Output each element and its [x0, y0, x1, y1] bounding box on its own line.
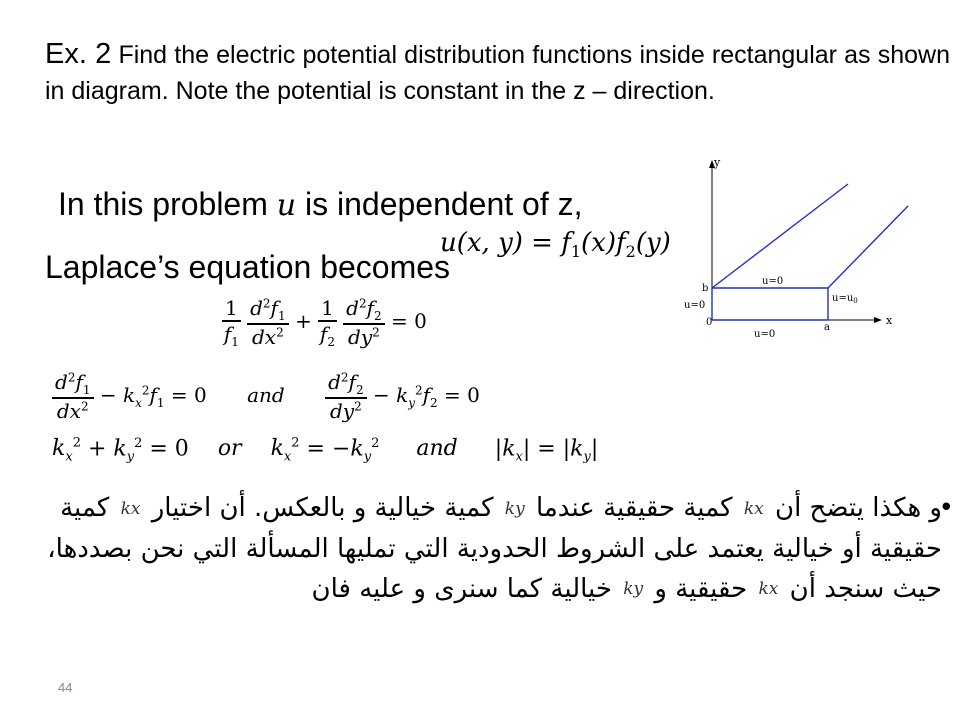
- eq1-dx: dx: [251, 325, 277, 349]
- laplace-separated-equation: $\frac{1}{f_1}$ $\frac{d^2f_1}{dx^2}$ + $\frac{1}{f_2}$ $\frac{d^2f_2}{dy^2}$ = 0: [223, 296, 427, 349]
- problem-statement: [45, 36, 950, 109]
- oblique-line-right: [828, 206, 908, 288]
- u-right-sub: 0: [853, 297, 858, 305]
- arabic-text-1: و هكذا يتضح أن: [774, 493, 942, 523]
- eq1-plus: +: [294, 309, 312, 333]
- sep-end: (y): [635, 228, 671, 258]
- y-axis-label: y: [714, 156, 721, 169]
- arabic-text-5: حقيقية و: [654, 573, 748, 604]
- x-axis-arrow: [874, 317, 882, 323]
- page-number: 44: [58, 680, 73, 695]
- laplace-line: Laplace’s equation becomes: [45, 249, 451, 285]
- eq2-zero-b: = 0: [444, 383, 480, 407]
- ky-symbol-1: ky: [504, 498, 525, 519]
- eq3-and: and: [416, 436, 458, 462]
- sep-sub1: 1: [570, 242, 582, 262]
- b-label: b: [702, 283, 709, 294]
- eq1-dy: dy: [348, 325, 373, 349]
- eq1-one-b: 1: [318, 296, 337, 322]
- k-relation-equation: $k_x^2 + k_y^2 = 0$ or $k_x^2 = -k_y^2$ and $|k_x| = |k_y|$: [52, 436, 599, 465]
- eq2-and: and: [247, 383, 285, 407]
- independence-line: [58, 186, 583, 223]
- eq2-minus-y: − k: [372, 383, 409, 407]
- example-text: Find the electric potential distribution functions inside rectangular as shown in diagram. Note the potential is constant in the z – direction.: [45, 41, 950, 105]
- u-right-label: [832, 293, 858, 305]
- eq1-s2: 2: [327, 335, 335, 349]
- sep-mid: (x)f: [581, 228, 626, 258]
- line2-after: is independent of z,: [304, 186, 583, 222]
- u-bottom-label: u=0: [754, 329, 776, 340]
- arabic-text-3: كمية خيالية و بالعكس. أن اختيار: [151, 493, 494, 523]
- kx-symbol-1: kx: [743, 498, 764, 519]
- arabic-text-2: كمية حقيقية عندما: [535, 493, 733, 523]
- eq1-one-a: 1: [222, 296, 241, 322]
- origin-label: 0: [706, 317, 713, 328]
- a-label: a: [824, 322, 830, 333]
- eq2-minus-x: − k: [99, 383, 136, 407]
- eq2-zero-a: = 0: [170, 383, 207, 407]
- separation-equation: [440, 228, 671, 261]
- x-axis-label: x: [886, 314, 893, 327]
- ky-symbol-2: ky: [623, 579, 644, 599]
- eq1-f2: f: [319, 322, 328, 346]
- potential-boundary-diagram: [676, 150, 916, 350]
- bullet: •: [938, 493, 954, 523]
- sep-sub2: 2: [625, 242, 636, 262]
- eq3-zero: = 0: [149, 436, 189, 462]
- line2-before: In this problem: [58, 186, 268, 222]
- example-label: Ex. 2: [45, 38, 112, 70]
- eq1-f1: f: [223, 322, 232, 346]
- u-top-label: u=0: [762, 276, 784, 287]
- eq3-eq: = −k: [306, 436, 364, 462]
- u-right-main: u=u: [832, 293, 854, 304]
- ode-equations: $\frac{d^2f_1}{dx^2}$ − $k_x^2f_1 = 0$ and $\frac{d^2f_2}{dy^2}$ − $k_y^2f_2 = 0$: [52, 370, 480, 423]
- eq3-or: or: [217, 436, 242, 462]
- kx-symbol-2: kx: [120, 498, 141, 519]
- u-symbol: u: [276, 188, 297, 223]
- eq1-s1: 1: [231, 335, 239, 349]
- arabic-text-6: خيالية كما سنرى و عليه فان: [311, 573, 612, 604]
- oblique-line-left: [712, 184, 848, 288]
- eq1-equals: = 0: [391, 309, 427, 333]
- arabic-paragraph: [42, 488, 954, 609]
- kx-symbol-3: kx: [758, 579, 779, 599]
- u-left-label: u=0: [684, 300, 706, 311]
- sep-lhs: u(x, y) = f: [440, 228, 571, 258]
- arabic-text-4: كمية حقيقية أو خيالية يعتمد على الشروط الحدودية التي تمليها المسألة التي نحن بصددها، حيث سنجد أن: [47, 493, 942, 604]
- eq3-plus: + k: [87, 436, 127, 462]
- eq1-d-top1: d: [250, 296, 263, 320]
